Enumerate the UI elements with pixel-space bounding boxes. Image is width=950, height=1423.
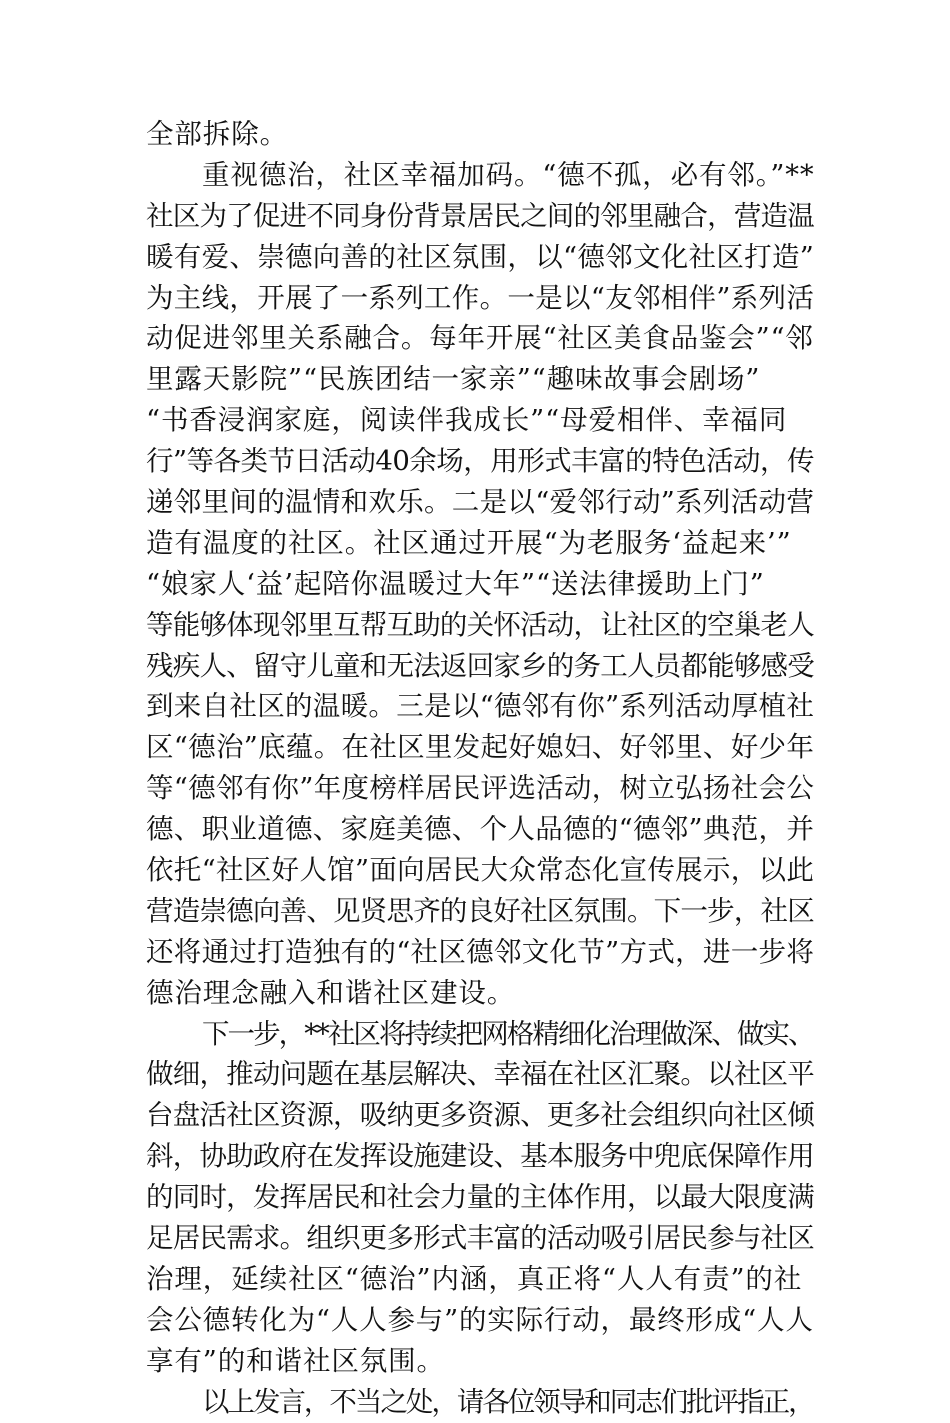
text-line: 的同时，发挥居民和社会力量的主体作用，以最大限度满 (146, 1181, 814, 1214)
text-line: “书香浸润家庭，阅读伴我成长”“母爱相伴、幸福同 (146, 404, 788, 437)
text-line: 台盘活社区资源，吸纳更多资源、更多社会组织向社区倾 (146, 1099, 814, 1132)
text-line: 营造崇德向善、见贤思齐的良好社区氛围。下一步，社区 (146, 894, 814, 927)
text-line: 动促进邻里关系融合。每年开展“社区美食品鉴会”“邻 (146, 322, 814, 355)
text-line: 德、职业道德、家庭美德、个人品德的“德邻”典范，并 (146, 813, 815, 846)
text-line: 残疾人、留守儿童和无法返回家乡的务工人员都能够感受 (146, 649, 814, 682)
text-line: 享有”的和谐社区氛围。 (146, 1344, 445, 1377)
text-line: 治理，延续社区“德治”内涵，真正将“人人有责”的社 (146, 1262, 803, 1295)
text-line: “娘家人‘益’起陪你温暖过大年”“送法律援助上门” (146, 567, 765, 600)
text-line: 下一步，**社区将持续把网格精细化治理做深、做实、 (202, 1017, 814, 1050)
text-line: 足居民需求。组织更多形式丰富的活动吸引居民参与社区 (146, 1222, 814, 1255)
text-line: 社区为了促进不同身份背景居民之间的邻里融合，营造温 (146, 199, 814, 232)
text-line: 会公德转化为“人人参与”的实际行动，最终形成“人人 (146, 1303, 814, 1336)
text-line: 暖有爱、崇德向善的社区氛围，以“德邻文化社区打造” (146, 240, 815, 273)
text-line: 以上发言，不当之处，请各位领导和同志们批评指正， (202, 1385, 814, 1418)
text-line: 区“德治”底蕴。在社区里发起好媳妇、好邻里、好少年 (146, 731, 815, 764)
text-line: 等能够体现邻里互帮互助的关怀活动，让社区的空巢老人 (146, 608, 814, 641)
text-line: 到来自社区的温暖。三是以“德邻有你”系列活动厚植社 (146, 690, 815, 723)
text-line: 做细，推动问题在基层解决、幸福在社区汇聚。以社区平 (146, 1058, 814, 1091)
text-line: 造有温度的社区。社区通过开展“为老服务‘益起来’” (146, 526, 792, 559)
text-line: 行”等各类节日活动40余场，用形式丰富的特色活动，传 (146, 445, 814, 478)
text-line: 德治理念融入和谐社区建设。 (146, 976, 516, 1009)
text-line: 等“德邻有你”年度榜样居民评选活动，树立弘扬社会公 (146, 772, 815, 805)
text-line: 为主线，开展了一系列工作。一是以“友邻相伴”系列活 (146, 281, 815, 314)
text-line: 全部拆除。 (146, 118, 288, 150)
document-body (146, 114, 814, 1423)
text-line: 斜，协助政府在发挥设施建设、基本服务中兜底保障作用 (146, 1140, 814, 1173)
text-line: 重视德治，社区幸福加码。“德不孤，必有邻。”** (202, 158, 815, 191)
text-line: 递邻里间的温情和欢乐。二是以“爱邻行动”系列活动营 (146, 486, 815, 519)
text-line: 依托“社区好人馆”面向居民大众常态化宣传展示，以此 (146, 854, 815, 887)
text-line: 里露天影院”“民族团结一家亲”“趣味故事会剧场” (146, 363, 761, 396)
text-line: 还将通过打造独有的“社区德邻文化节”方式，进一步将 (146, 935, 815, 968)
